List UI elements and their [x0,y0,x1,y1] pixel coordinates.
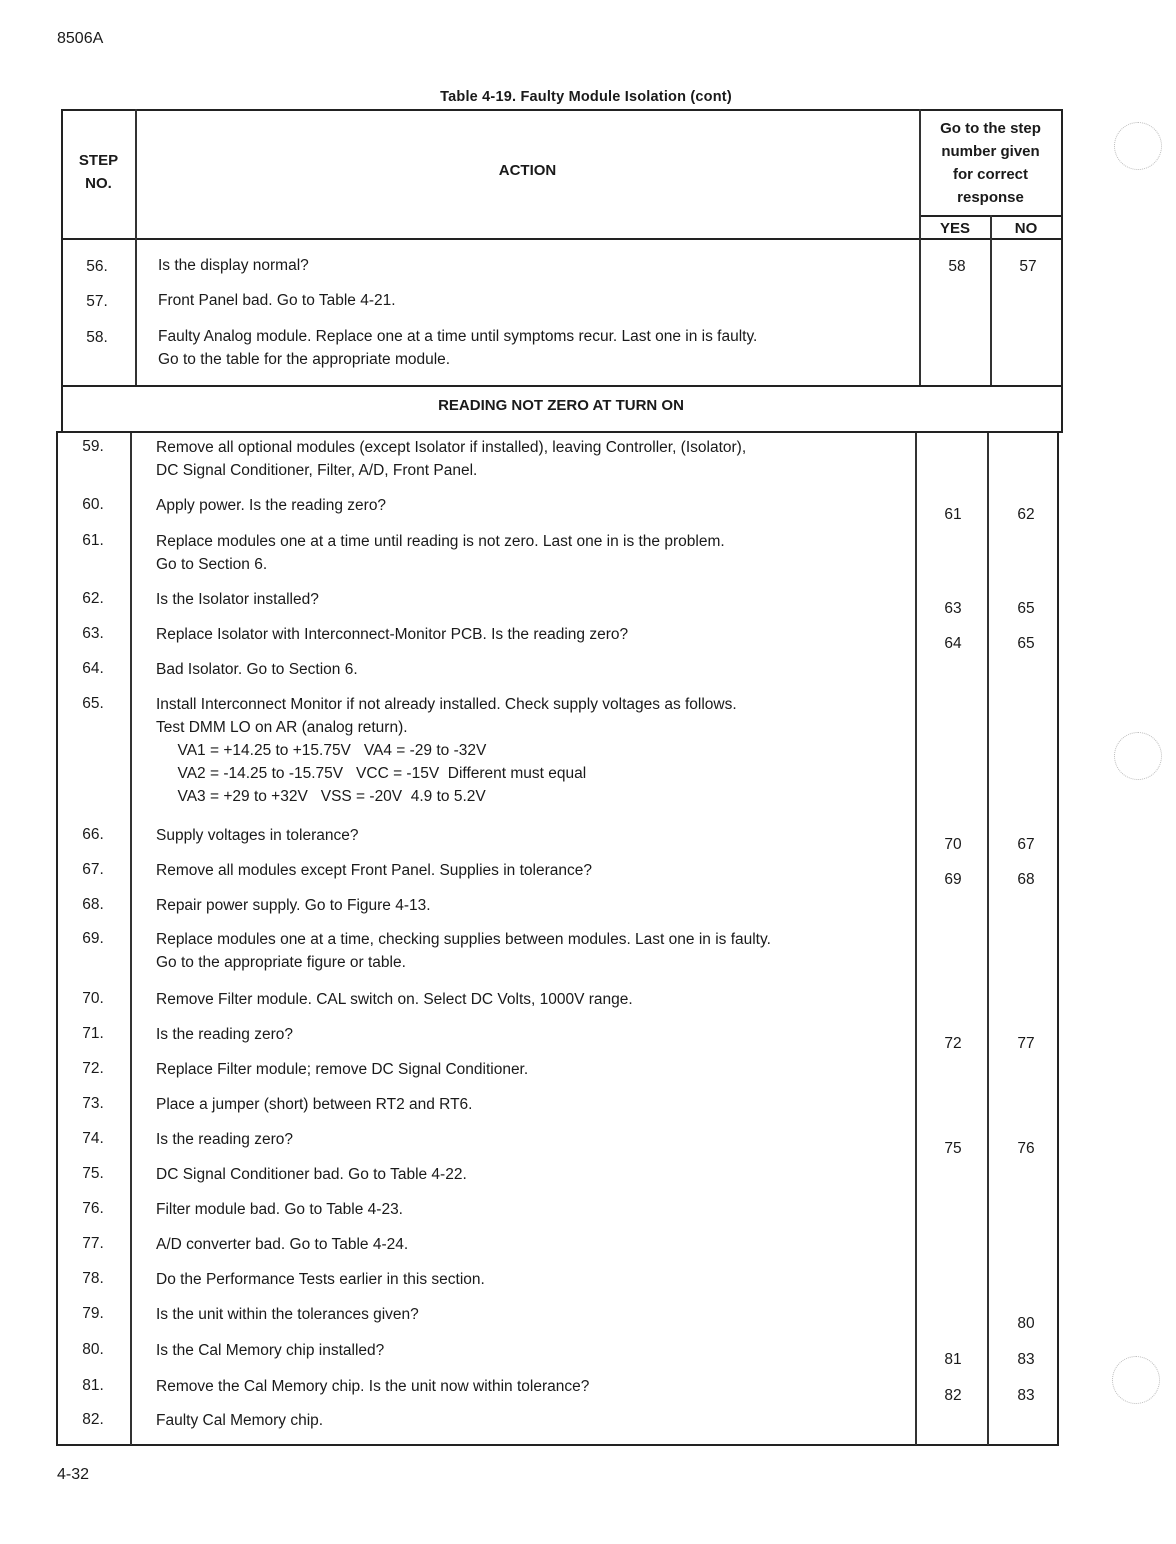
step-number: 63. [82,625,104,642]
action-line: VA2 = -14.25 to -15.75V VCC = -15V Different must equal [156,765,587,782]
step-number: 74. [82,1130,104,1147]
yes-goto: 72 [944,1035,962,1052]
action-text [158,325,757,371]
no-goto: 77 [1017,1035,1035,1052]
step-number: 65. [82,695,104,712]
action-text [158,289,396,312]
action-line: Faulty Analog module. Replace one at a time until symptoms recur. Last one in is faulty. [158,328,758,345]
header-goto-line3: for correct [952,166,1029,183]
action-text [156,988,633,1011]
table-title [0,89,1176,105]
step-number: 81. [82,1377,104,1394]
action-line: Is the unit within the tolerances given? [156,1306,419,1323]
yes-goto: 81 [944,1351,962,1368]
step-number: 80. [82,1341,104,1358]
no-goto: 83 [1017,1387,1035,1404]
action-line: VA3 = +29 to +32V VSS = -20V 4.9 to 5.2V [156,788,486,805]
section-heading: READING NOT ZERO AT TURN ON [438,397,684,414]
yes-goto: 63 [944,600,962,617]
step-number: 61. [82,532,104,549]
step-number: 78. [82,1270,104,1287]
action-text [156,1163,467,1186]
action-line: Bad Isolator. Go to Section 6. [156,661,358,678]
step-number: 57. [86,293,108,310]
action-line: Replace modules one at a time, checking supplies between modules. Last one in is faulty. [156,931,771,948]
action-text [156,1375,589,1398]
action-text [158,254,309,277]
action-line: Go to Section 6. [156,556,268,573]
action-text [156,693,737,808]
action-line: Go to the appropriate figure or table. [156,954,406,971]
step-number: 75. [82,1165,104,1182]
action-line: Remove all modules except Front Panel. Supplies in tolerance? [156,862,592,879]
action-line: Place a jumper (short) between RT2 and RT6. [156,1096,473,1113]
step-number: 69. [82,930,104,947]
step-number: 64. [82,660,104,677]
action-text [156,1198,403,1221]
header-step-no [62,149,135,195]
action-line: Go to the table for the appropriate module. [158,351,451,368]
header-step-line1: STEP [78,152,119,169]
action-line: Apply power. Is the reading zero? [156,497,387,514]
header-step-line2: NO. [85,175,112,192]
step-number: 70. [82,990,104,1007]
header-goto [920,117,1061,209]
no-goto: 67 [1017,836,1035,853]
action-text [156,623,628,646]
action-line: Filter module bad. Go to Table 4-23. [156,1201,403,1218]
punch-hole-mark [1112,1356,1160,1404]
yes-goto: 70 [944,836,962,853]
action-line: DC Signal Conditioner bad. Go to Table 4-22. [156,1166,467,1183]
action-line: Is the Cal Memory chip installed? [156,1342,385,1359]
step-number: 62. [82,590,104,607]
action-line: Front Panel bad. Go to Table 4-21. [158,292,396,309]
yes-goto: 69 [944,871,962,888]
action-text [156,1233,408,1256]
header-action: ACTION [498,162,557,179]
yes-goto: 75 [944,1140,962,1157]
step-number: 72. [82,1060,104,1077]
action-line: Is the reading zero? [156,1131,294,1148]
action-text [156,436,746,482]
step-number: 68. [82,896,104,913]
action-text [156,1339,384,1362]
action-text [156,530,725,576]
yes-goto: 64 [944,635,962,652]
action-line: Is the Isolator installed? [156,591,319,608]
action-line: Remove the Cal Memory chip. Is the unit now within tolerance? [156,1378,590,1395]
no-goto: 76 [1017,1140,1035,1157]
step-number: 60. [82,496,104,513]
table-title-text: Table 4-19. Faulty Module Isolation (cont) [440,89,732,105]
punch-hole-mark [1114,732,1162,780]
header-yes: YES [939,220,970,237]
step-number: 79. [82,1305,104,1322]
action-line: Repair power supply. Go to Figure 4-13. [156,897,431,914]
no-goto: 57 [1019,258,1037,275]
step-number: 73. [82,1095,104,1112]
action-line: Replace modules one at a time until reading is not zero. Last one in is the problem. [156,533,725,550]
action-text [156,1128,293,1151]
no-goto: 65 [1017,600,1035,617]
step-number: 82. [82,1411,104,1428]
header-goto-line1: Go to the step [940,120,1041,137]
action-line: Replace Filter module; remove DC Signal Conditioner. [156,1061,529,1078]
action-text [156,1409,323,1432]
document-code: 8506A [57,30,104,47]
no-goto: 83 [1017,1351,1035,1368]
step-number: 71. [82,1025,104,1042]
action-line: Remove Filter module. CAL switch on. Select DC Volts, 1000V range. [156,991,633,1008]
step-number: 58. [86,329,108,346]
action-text [156,824,359,847]
step-number: 67. [82,861,104,878]
header-goto-line4: response [957,189,1024,206]
step-number: 59. [82,438,104,455]
action-line: Faulty Cal Memory chip. [156,1412,324,1429]
action-text [156,494,386,517]
step-number: 77. [82,1235,104,1252]
action-line: Is the display normal? [158,257,309,274]
action-text [156,928,771,974]
yes-goto: 58 [948,258,966,275]
no-goto: 80 [1017,1315,1035,1332]
header-no: NO [1014,220,1038,237]
action-line: Is the reading zero? [156,1026,294,1043]
no-goto: 62 [1017,506,1035,523]
action-line: Replace Isolator with Interconnect-Monitor PCB. Is the reading zero? [156,626,629,643]
action-line: A/D converter bad. Go to Table 4-24. [156,1236,409,1253]
action-text [156,1303,419,1326]
action-line: Test DMM LO on AR (analog return). [156,719,408,736]
step-number: 76. [82,1200,104,1217]
no-goto: 65 [1017,635,1035,652]
header-goto-line2: number given [941,143,1040,160]
action-text [156,658,358,681]
step-number: 66. [82,826,104,843]
action-line: VA1 = +14.25 to +15.75V VA4 = -29 to -32V [156,742,487,759]
step-number: 56. [86,258,108,275]
action-text [156,1058,528,1081]
action-text [156,1023,293,1046]
yes-goto: 61 [944,506,962,523]
action-line: Supply voltages in tolerance? [156,827,359,844]
action-text [156,859,592,882]
action-line: Install Interconnect Monitor if not already installed. Check supply voltages as follows. [156,696,737,713]
no-goto: 68 [1017,871,1035,888]
punch-hole-mark [1114,122,1162,170]
action-text [156,1093,472,1116]
action-line: Do the Performance Tests earlier in this section. [156,1271,485,1288]
action-text [156,588,319,611]
action-text [156,894,431,917]
action-text [156,1268,485,1291]
action-line: Remove all optional modules (except Isolator if installed), leaving Controller, (Isolator), [156,439,747,456]
page-number: 4-32 [57,1466,90,1483]
action-line: DC Signal Conditioner, Filter, A/D, Front Panel. [156,462,478,479]
yes-goto: 82 [944,1387,962,1404]
